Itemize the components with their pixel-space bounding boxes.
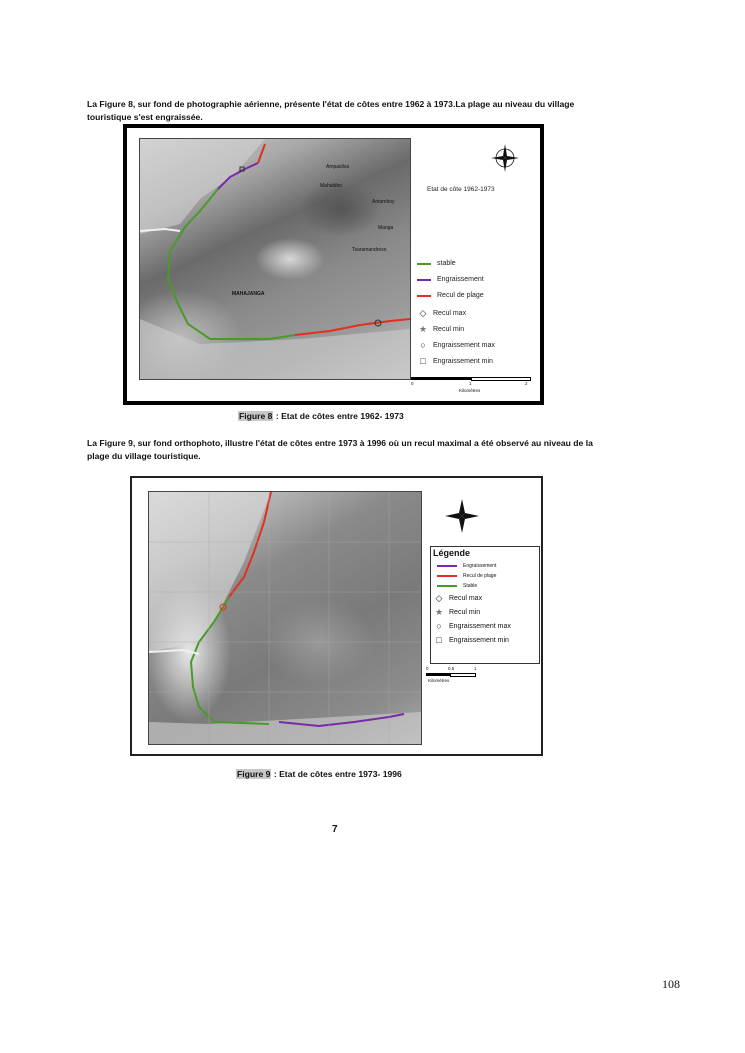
scale-tick: 0.5 — [448, 666, 455, 671]
scale-tick: 1 — [474, 666, 477, 671]
figure9-frame — [130, 476, 543, 756]
legend-item-engraissement — [437, 563, 496, 569]
legend-label: Recul max — [449, 595, 483, 602]
compass-rose-icon — [444, 498, 480, 534]
legend-swatch — [417, 279, 431, 281]
legend-label: Recul min — [433, 326, 465, 333]
legend-label: Engraissement max — [449, 622, 511, 630]
figure9-orthophoto — [148, 491, 422, 745]
legend-item-engraissement-min — [433, 635, 509, 645]
legend-label: stable — [437, 260, 456, 267]
figure8-aerial-photo — [139, 138, 411, 380]
place-label: Antamboy — [372, 199, 395, 205]
circle-icon: ○ — [420, 340, 426, 350]
sea-area — [140, 139, 265, 234]
recul-line — [258, 144, 265, 163]
figure9-coastline-overlay — [149, 492, 421, 744]
legend-label: Recul de plage — [463, 573, 497, 579]
legend-label: Stable — [463, 583, 478, 589]
intro-paragraph-figure9: La Figure 9, sur fond orthophoto, illustre l'état de côtes entre 1973 à 1996 où un recul maximal a été observé au niveau de la plage du village touristique. — [87, 438, 593, 461]
place-label: MAHAJANGA — [232, 291, 265, 297]
legend-item-recul-min — [433, 607, 480, 618]
compass-rose-icon — [489, 142, 521, 174]
square-icon: □ — [436, 635, 442, 645]
legend-label: Engraissement min — [449, 636, 509, 644]
page-number: 7 — [332, 824, 338, 835]
legend-swatch — [437, 575, 457, 577]
legend-item-recul — [437, 573, 496, 579]
place-label: Ampasilva — [326, 164, 350, 170]
scale-tick: 0 — [411, 381, 414, 386]
figure8-coastline-overlay — [140, 139, 410, 379]
figure8-frame — [123, 124, 544, 405]
star-icon: ★ — [434, 607, 444, 617]
legend-label: Recul min — [449, 609, 481, 616]
caption-label: Figure 8 — [239, 411, 273, 421]
jetty — [149, 650, 199, 654]
legend-item-stable — [437, 583, 477, 589]
figure8-caption — [238, 411, 404, 421]
scale-unit: Kilomètres — [459, 388, 481, 393]
legend-swatch — [437, 565, 457, 567]
legend-swatch — [417, 295, 431, 297]
place-label: Mahabibo — [320, 183, 342, 189]
scale-tick: 1 — [469, 381, 472, 386]
place-label: Manga — [378, 225, 394, 231]
square-icon: □ — [420, 356, 426, 366]
figure9-scale-bar — [426, 666, 486, 688]
figure8-map-title: Etat de côte 1962-1973 — [427, 186, 495, 193]
legend-label: Engraissement — [463, 563, 497, 569]
caption-label: Figure 9 — [237, 769, 271, 779]
legend-label: Engraissement — [437, 276, 484, 283]
legend-item-engraissement-max — [433, 621, 511, 631]
caption-text: : Etat de côtes entre 1973- 1996 — [271, 769, 402, 779]
star-icon: ★ — [418, 324, 428, 334]
circle-icon: ○ — [436, 621, 442, 631]
legend-label: Recul de plage — [437, 292, 484, 299]
figure8-scale-bar — [411, 377, 531, 397]
legend-item-recul-min — [417, 324, 464, 335]
caption-text: : Etat de côtes entre 1962- 1973 — [273, 411, 404, 421]
sea-area — [149, 712, 421, 744]
legend-item-recul — [417, 292, 484, 299]
scale-unit: Kilomètres — [428, 678, 450, 683]
figure8-legend — [417, 260, 547, 380]
legend-item-recul-max — [417, 308, 466, 319]
place-label: Tsaramandroso — [352, 247, 387, 253]
legend-item-engraissement-max — [417, 340, 495, 350]
legend-swatch — [437, 585, 457, 587]
legend-title: Légende — [433, 548, 471, 558]
folio-number: 108 — [662, 977, 680, 991]
legend-item-stable — [417, 260, 456, 267]
scale-tick: 0 — [426, 666, 429, 671]
legend-label: Recul max — [433, 310, 467, 317]
legend-swatch — [417, 263, 431, 265]
legend-label: Engraissement min — [433, 357, 493, 365]
figure9-legend — [430, 546, 540, 664]
figure9-caption — [236, 769, 402, 779]
legend-item-engraissement-min — [417, 356, 493, 366]
sea-area — [140, 319, 410, 379]
intro-paragraph-figure8: La Figure 8, sur fond de photographie aérienne, présente l'état de côtes entre 1962 à 1973.La plage au niveau du village touristique s'est engraissée. — [87, 99, 575, 122]
diamond-icon: ◇ — [435, 593, 443, 603]
legend-item-recul-max — [433, 593, 482, 604]
diamond-icon: ◇ — [419, 308, 427, 318]
legend-label: Engraissement max — [433, 341, 495, 349]
scale-tick: 2 — [525, 381, 528, 386]
legend-item-engraissement — [417, 276, 484, 283]
